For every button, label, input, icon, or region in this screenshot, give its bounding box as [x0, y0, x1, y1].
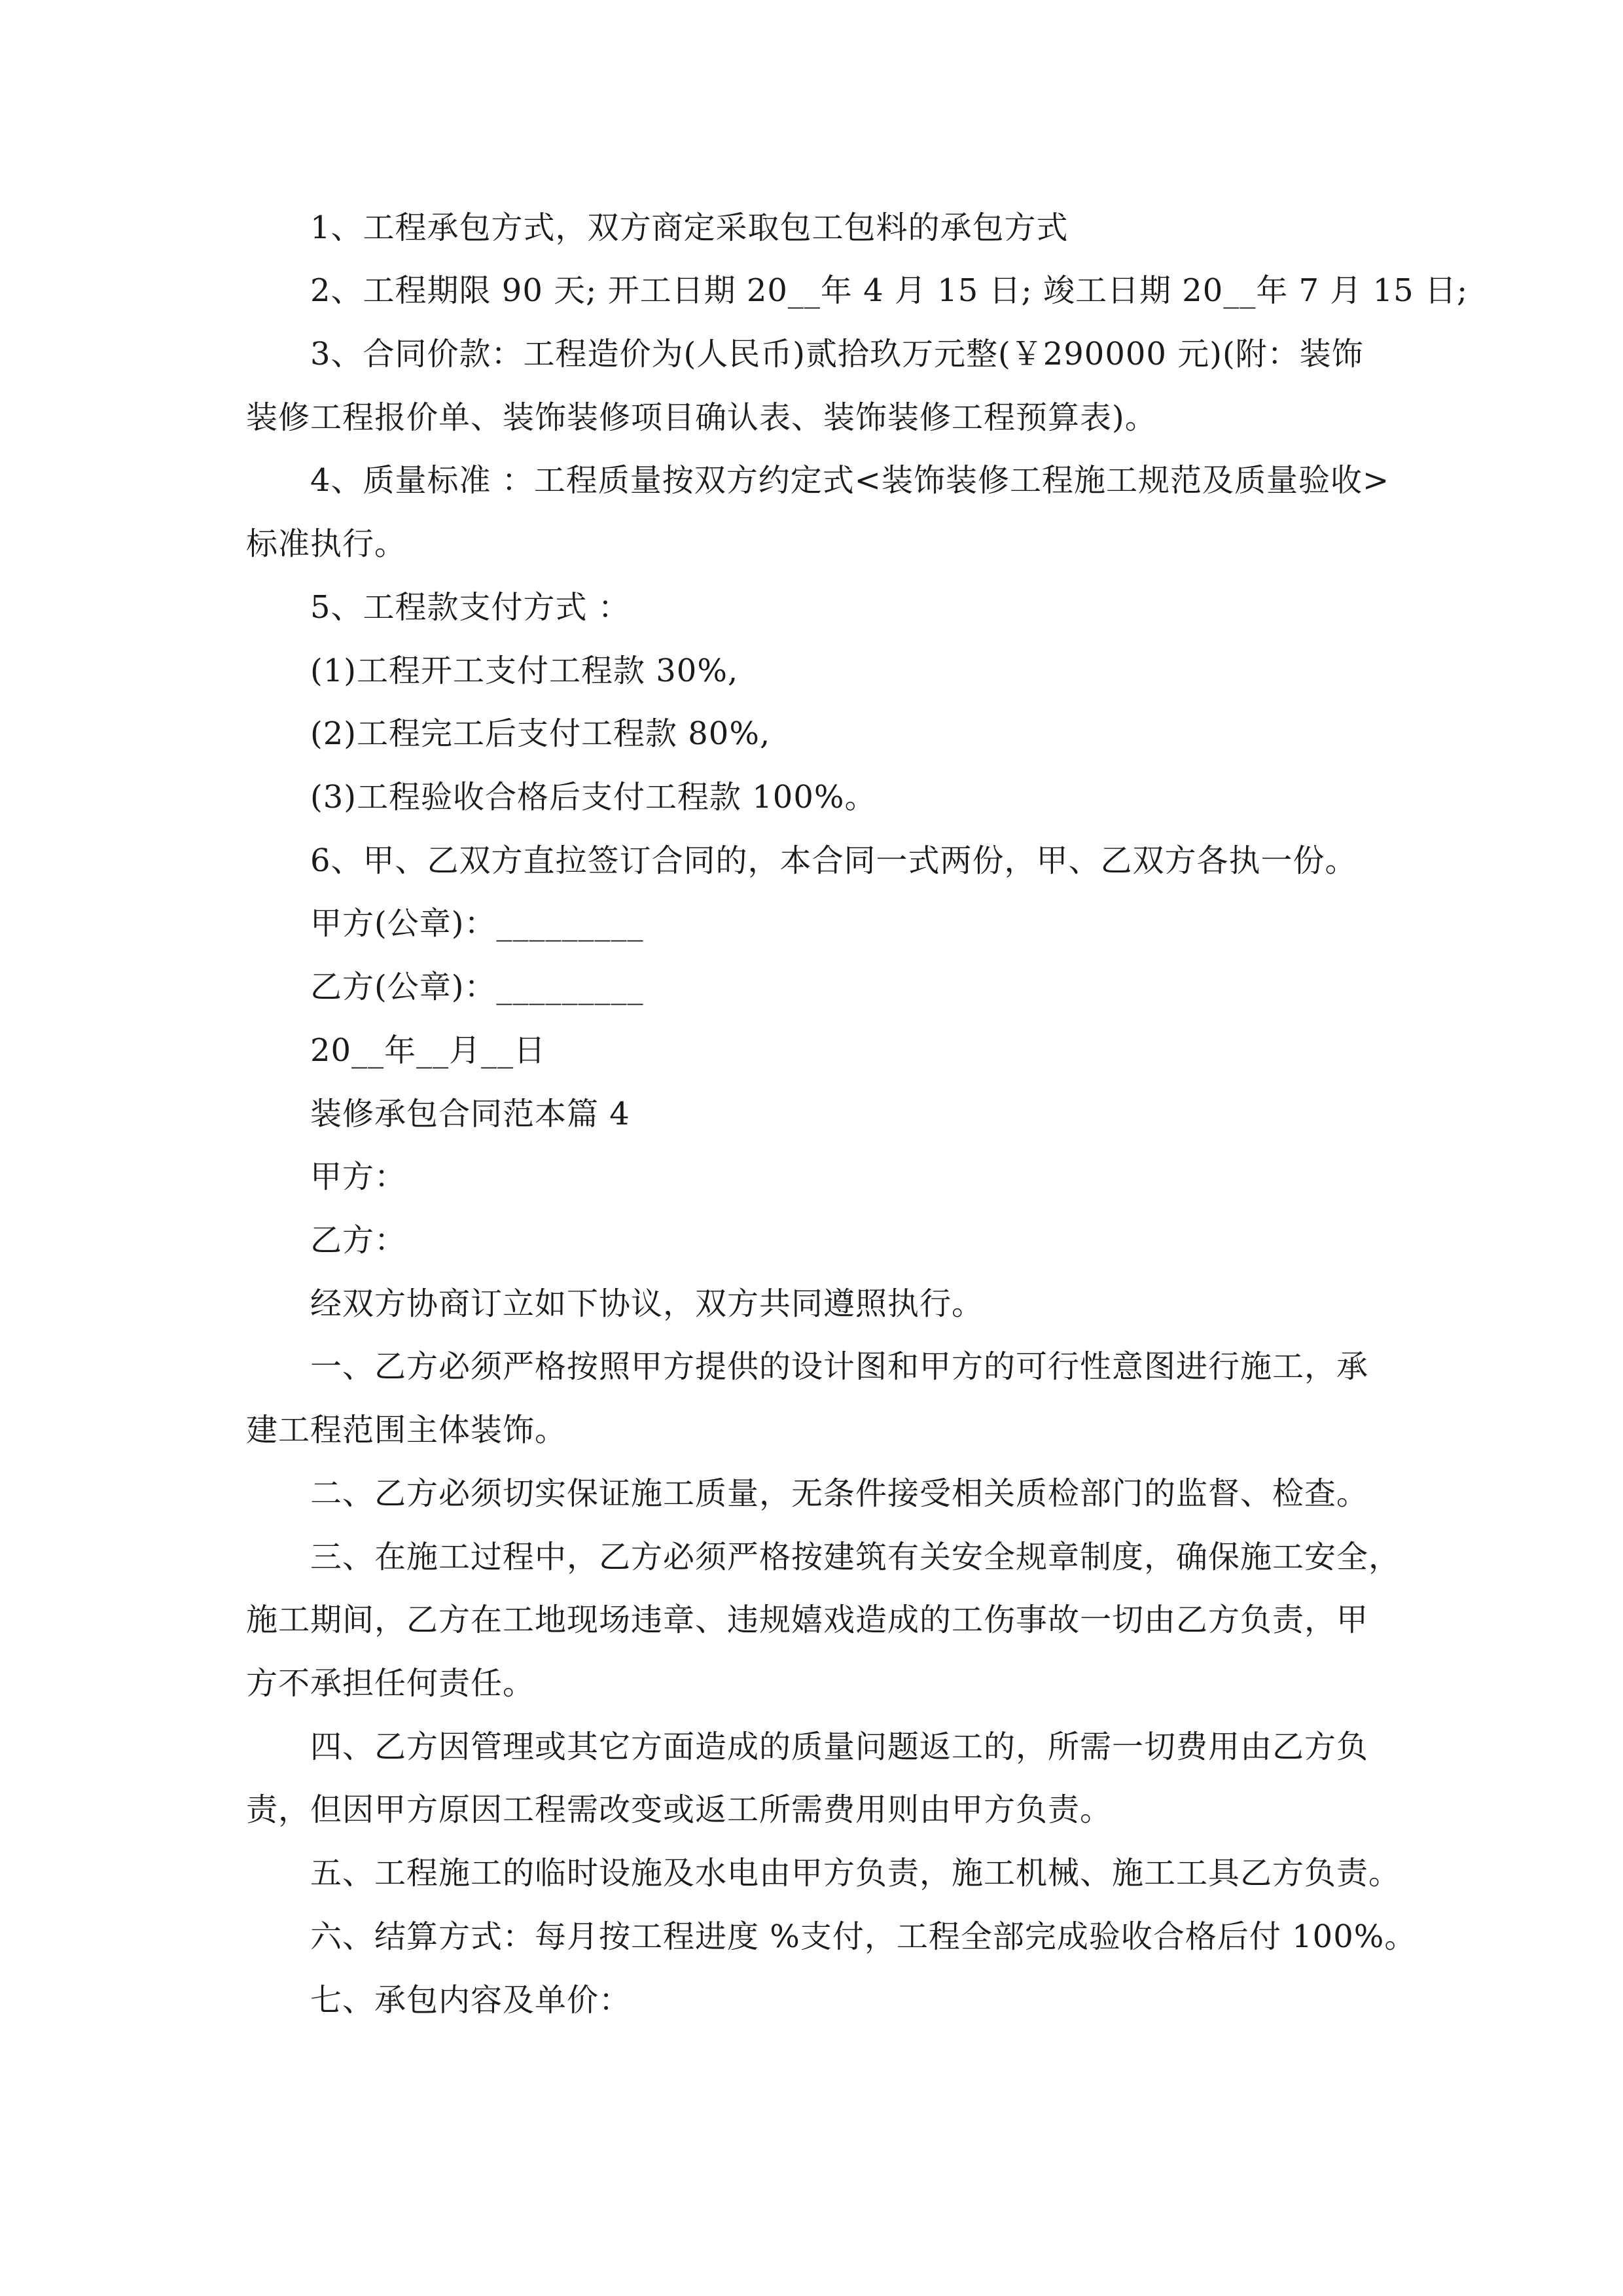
signature-line-party-b: 乙方(公章)：_________ — [310, 969, 644, 1005]
paragraph-line: 四、乙方因管理或其它方面造成的质量问题返工的，所需一切费用由乙方负 — [310, 1729, 1369, 1765]
paragraph-line: (3)工程验收合格后支付工程款 100%。 — [310, 779, 877, 816]
paragraph-line: 一、乙方必须严格按照甲方提供的设计图和甲方的可行性意图进行施工，承 — [310, 1348, 1369, 1385]
paragraph-line: 责，但因甲方原因工程需改变或返工所需费用则由甲方负责。 — [246, 1791, 1113, 1828]
paragraph-line: 三、在施工过程中，乙方必须严格按建筑有关安全规章制度，确保施工安全， — [310, 1539, 1401, 1575]
paragraph-line: (2)工程完工后支付工程款 80%, — [310, 715, 771, 752]
paragraph-line: 七、承包内容及单价： — [310, 1982, 632, 2018]
paragraph-line: 装修工程报价单、装饰装修项目确认表、装饰装修工程预算表)。 — [246, 399, 1157, 436]
party-b-label: 乙方： — [310, 1222, 407, 1259]
section-heading: 装修承包合同范本篇 4 — [310, 1096, 630, 1132]
paragraph-line: 5、工程款支付方式 ： — [310, 589, 630, 626]
paragraph-line: 6、甲、乙双方直拉签订合同的，本合同一式两份，甲、乙双方各执一份。 — [310, 842, 1357, 879]
paragraph-line: 3、合同价款：工程造价为(人民币)贰拾玖万元整(￥290000 元)(附：装饰 — [310, 336, 1364, 372]
paragraph-line: 方不承担任何责任。 — [246, 1665, 535, 1702]
paragraph-line: 2、工程期限 90 天; 开工日期 20__年 4 月 15 日; 竣工日期 20__年 7 月 15 日; — [310, 272, 1469, 309]
paragraph-line: 建工程范围主体装饰。 — [246, 1412, 567, 1448]
paragraph-line: 1、工程承包方式，双方商定采取包工包料的承包方式 — [310, 209, 1069, 246]
paragraph-line: 二、乙方必须切实保证施工质量，无条件接受相关质检部门的监督、检查。 — [310, 1475, 1369, 1512]
signature-line-party-a: 甲方(公章)：_________ — [310, 905, 644, 942]
paragraph-line: 五、工程施工的临时设施及水电由甲方负责，施工机械、施工工具乙方负责。 — [310, 1855, 1401, 1892]
date-line: 20__年__月__日 — [310, 1032, 546, 1069]
paragraph-line: 标准执行。 — [246, 526, 407, 562]
paragraph-line: 经双方协商订立如下协议，双方共同遵照执行。 — [310, 1285, 984, 1322]
paragraph-line: (1)工程开工支付工程款 30%, — [310, 653, 739, 689]
paragraph-line: 六、结算方式：每月按工程进度 %支付，工程全部完成验收合格后付 100%。 — [310, 1918, 1417, 1955]
party-a-label: 甲方： — [310, 1158, 407, 1195]
paragraph-line: 施工期间，乙方在工地现场违章、违规嬉戏造成的工伤事故一切由乙方负责，甲 — [246, 1602, 1369, 1638]
paragraph-line: 4、质量标准 ：工程质量按双方约定式<装饰装修工程施工规范及质量验收> — [310, 462, 1390, 499]
